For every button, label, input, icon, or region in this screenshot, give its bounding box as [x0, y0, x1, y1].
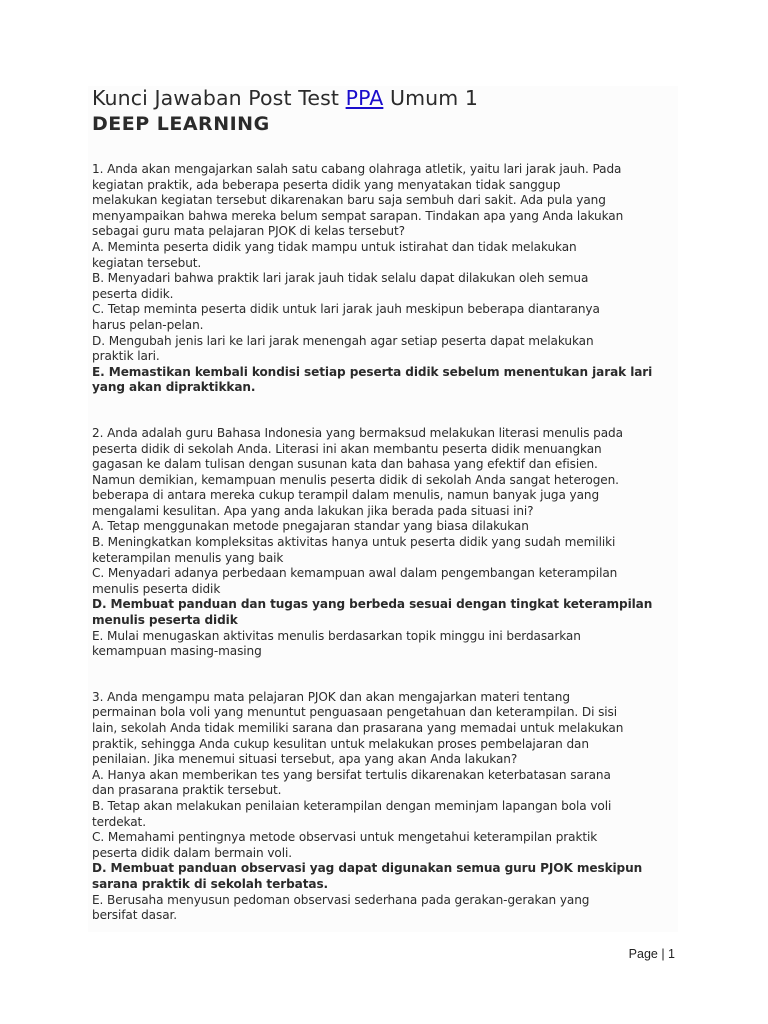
- question-stem-line: kegiatan praktik, ada beberapa peserta didik yang menyatakan tidak sanggup: [92, 177, 561, 192]
- answer-option: [92, 768, 674, 799]
- answer-option-line: A. Tetap menggunakan metode pnegajaran standar yang biasa dilakukan: [92, 519, 529, 534]
- question-stem: [92, 690, 674, 768]
- question-stem-line: lain, sekolah Anda tidak memiliki sarana dan prasarana yang memadai untuk melakukan: [92, 721, 624, 735]
- answer-option-line: C. Tetap meminta peserta didik untuk lari jarak jauh meskipun beberapa diantaranya: [92, 302, 600, 317]
- question-stem: [92, 162, 674, 240]
- title-suffix: Umum 1: [383, 86, 479, 110]
- answer-option-line: yang akan dipraktikkan.: [92, 380, 256, 395]
- document-content: [88, 86, 678, 932]
- page-number: Page | 1: [628, 947, 675, 961]
- answer-option-line: praktik lari.: [92, 349, 160, 364]
- question-block: [92, 426, 674, 660]
- question-stem-line: peserta didik di sekolah Anda. Literasi ini akan membantu peserta didik menuangkan: [92, 441, 602, 456]
- question-stem-line: penilaian. Jika menemui situasi tersebut, apa yang akan Anda lakukan?: [92, 752, 518, 767]
- answer-option-line: keterampilan menulis yang baik: [92, 550, 284, 565]
- answer-option-correct: [92, 861, 674, 892]
- question-stem-line: 2. Anda adalah guru Bahasa Indonesia yang bermaksud melakukan literasi menulis pada: [92, 425, 623, 440]
- answer-option: [92, 271, 674, 302]
- answer-option: [92, 799, 674, 830]
- answer-option: [92, 893, 674, 924]
- page-title: [92, 86, 674, 111]
- answer-option-line: A. Meminta peserta didik yang tidak mampu untuk istirahat dan tidak melakukan: [92, 239, 577, 254]
- question-stem-line: 3. Anda mengampu mata pelajaran PJOK dan akan mengajarkan materi tentang: [92, 689, 570, 704]
- answer-option-line: peserta didik dalam bermain voli.: [92, 845, 292, 860]
- question-stem-line: mengalami kesulitan. Apa yang anda lakukan jika berada pada situasi ini?: [92, 503, 534, 518]
- answer-option-line: peserta didik.: [92, 286, 174, 301]
- question-list: [92, 162, 674, 924]
- answer-option-line: bersifat dasar.: [92, 908, 178, 923]
- question-block: [92, 162, 674, 396]
- answer-option-line: sarana praktik di sekolah terbatas.: [92, 876, 329, 891]
- question-stem-line: praktik, sehingga Anda cukup kesulitan untuk melakukan proses pembelajaran dan: [92, 736, 589, 751]
- answer-option-line: terdekat.: [92, 814, 146, 829]
- answer-option-line: harus pelan-pelan.: [92, 317, 204, 332]
- answer-option-line: menulis peserta didik: [92, 581, 221, 596]
- answer-option: [92, 240, 674, 271]
- question-block: [92, 690, 674, 924]
- answer-option: [92, 629, 674, 660]
- question-stem: [92, 426, 674, 520]
- page-subtitle: DEEP LEARNING: [92, 113, 270, 135]
- question-stem-line: sebagai guru mata pelajaran PJOK di kelas tersebut?: [92, 224, 405, 239]
- answer-option-line: kegiatan tersebut.: [92, 255, 202, 270]
- ppa-link[interactable]: PPA: [345, 86, 384, 110]
- answer-option-line: A. Hanya akan memberikan tes yang bersifat tertulis dikarenakan keterbatasan sarana: [92, 767, 611, 782]
- question-stem-line: gagasan ke dalam tulisan dengan susunan kata dan bahasa yang efektif dan efisien.: [92, 457, 598, 472]
- answer-option-line: kemampuan masing-masing: [92, 644, 262, 659]
- answer-option-line: C. Memahami pentingnya metode observasi untuk mengetahui keterampilan praktik: [92, 830, 598, 845]
- question-stem-line: Namun demikian, kemampuan menulis peserta didik di sekolah Anda sangat heterogen.: [92, 472, 619, 487]
- answer-option: [92, 519, 674, 535]
- answer-option-line: B. Meningkatkan kompleksitas aktivitas hanya untuk peserta didik yang sudah memiliki: [92, 535, 616, 550]
- answer-option: [92, 830, 674, 861]
- question-spacer: [92, 396, 674, 426]
- answer-option-correct: [92, 597, 674, 628]
- answer-option-line: D. Mengubah jenis lari ke lari jarak menengah agar setiap peserta dapat melakukan: [92, 333, 594, 348]
- question-spacer: [92, 660, 674, 690]
- question-stem-line: permainan bola voli yang menuntut penguasaan pengetahuan dan keterampilan. Di sisi: [92, 705, 618, 720]
- answer-option: [92, 535, 674, 566]
- answer-option-correct: [92, 365, 674, 396]
- answer-option-line: E. Mulai menugaskan aktivitas menulis berdasarkan topik minggu ini berdasarkan: [92, 628, 581, 643]
- answer-option-line: C. Menyadari adanya perbedaan kemampuan awal dalam pengembangan keterampilan: [92, 566, 618, 581]
- answer-option-line: E. Memastikan kembali kondisi setiap peserta didik sebelum menentukan jarak lari: [92, 364, 653, 379]
- answer-option-line: D. Membuat panduan dan tugas yang berbeda sesuai dengan tingkat keterampilan: [92, 597, 653, 612]
- answer-option-line: E. Berusaha menyusun pedoman observasi sederhana pada gerakan-gerakan yang: [92, 892, 590, 907]
- answer-option-line: B. Menyadari bahwa praktik lari jarak jauh tidak selalu dapat dilakukan oleh semua: [92, 271, 589, 286]
- answer-option: [92, 334, 674, 365]
- title-prefix: Kunci Jawaban Post Test: [92, 86, 346, 110]
- answer-option: [92, 302, 674, 333]
- question-stem-line: beberapa di antara mereka cukup terampil dalam menulis, namun banyak juga yang: [92, 488, 600, 503]
- answer-option-line: D. Membuat panduan observasi yag dapat digunakan semua guru PJOK meskipun: [92, 861, 643, 876]
- question-stem-line: 1. Anda akan mengajarkan salah satu cabang olahraga atletik, yaitu lari jarak jauh. Pada: [92, 162, 622, 176]
- answer-option-line: B. Tetap akan melakukan penilaian keterampilan dengan meminjam lapangan bola voli: [92, 798, 612, 813]
- answer-option: [92, 566, 674, 597]
- question-stem-line: menyampaikan bahwa mereka belum sempat sarapan. Tindakan apa yang Anda lakukan: [92, 208, 624, 223]
- answer-option-line: menulis peserta didik: [92, 613, 238, 628]
- answer-option-line: dan prasarana praktik tersebut.: [92, 783, 282, 798]
- question-stem-line: melakukan kegiatan tersebut dikarenakan baru saja sembuh dari sakit. Ada pula yang: [92, 193, 606, 208]
